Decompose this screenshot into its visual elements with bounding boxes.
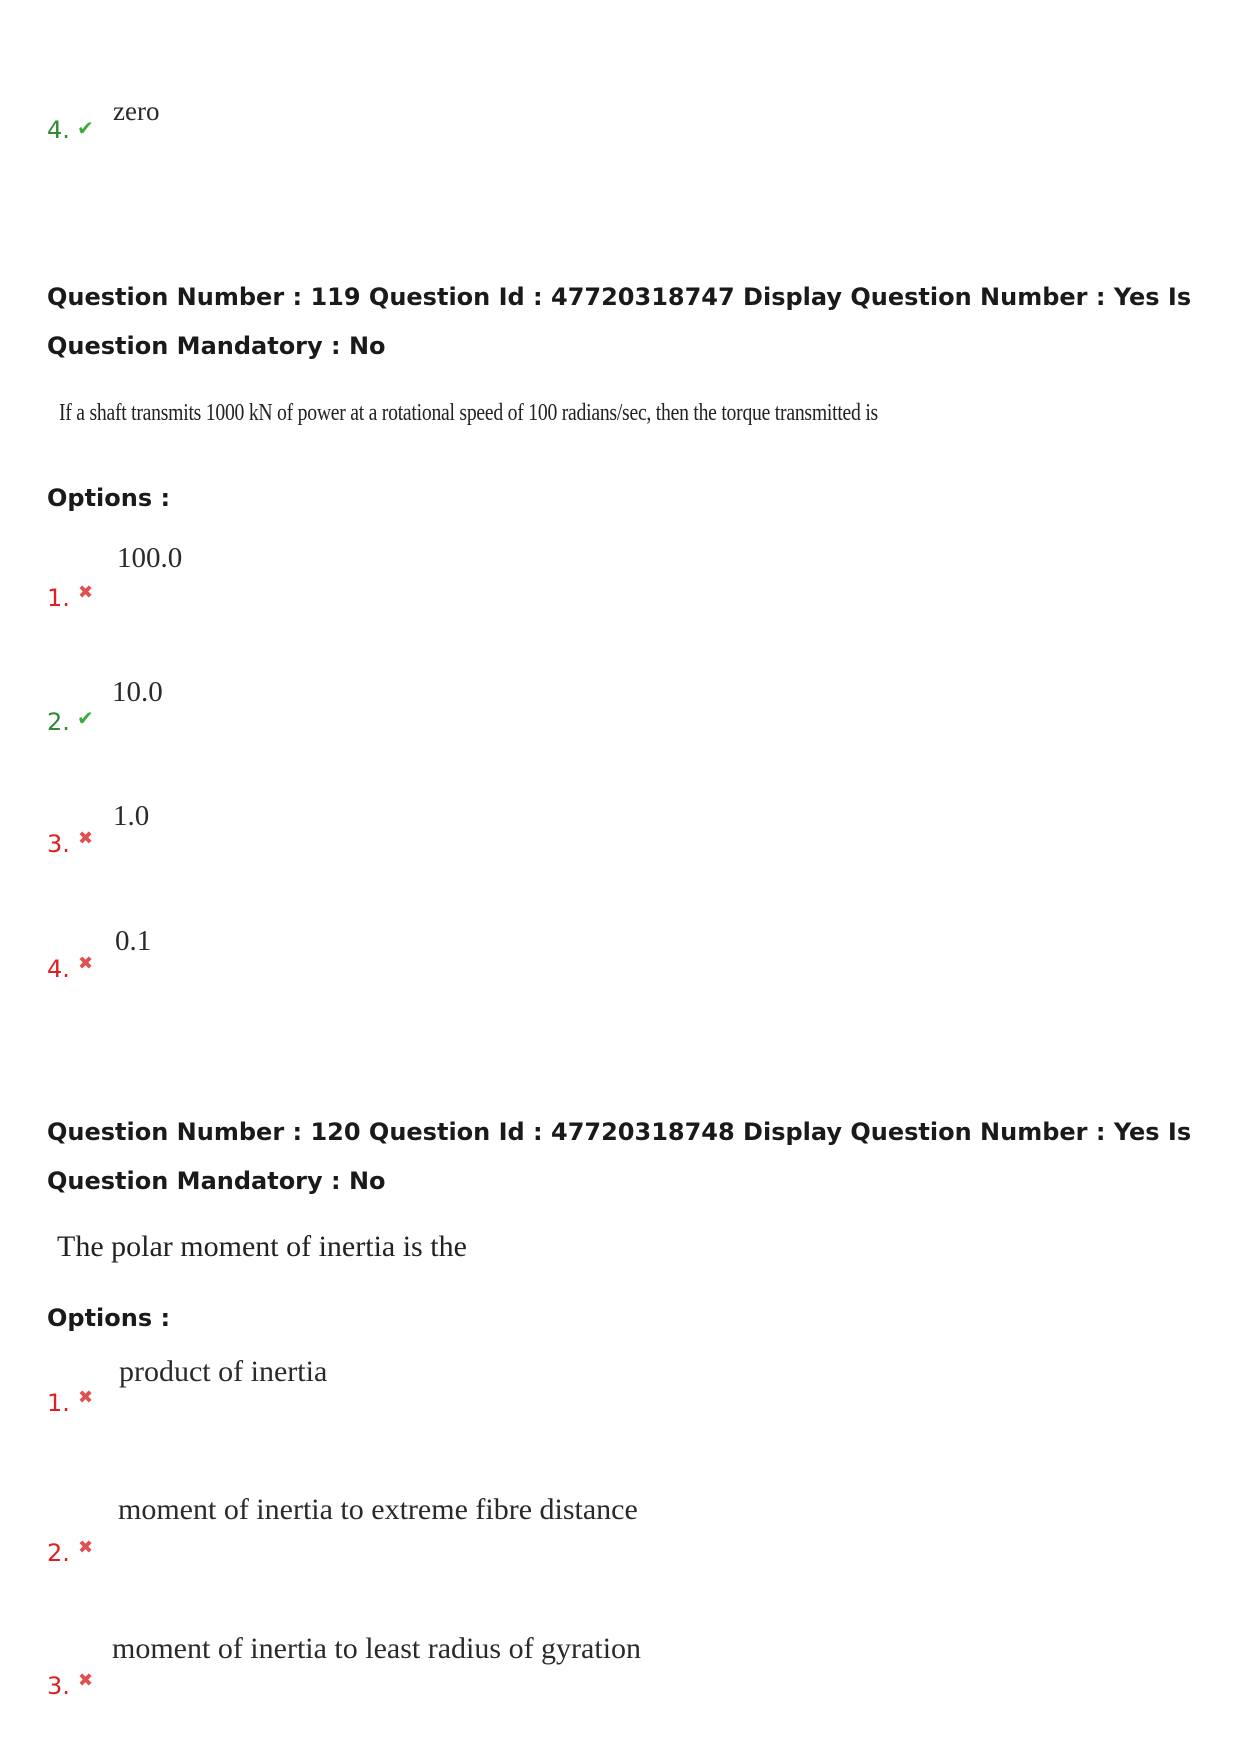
option-text: 10.0 [112, 676, 163, 708]
option-number: 3. [47, 830, 70, 858]
option-number: 1. [47, 1389, 70, 1417]
cross-icon: ✖ [78, 1670, 94, 1691]
check-icon: ✔ [77, 706, 94, 730]
question-119-text: If a shaft transmits 1000 kN of power at a rotational speed of 100 radians/sec, then the torque transmitted is [59, 400, 878, 426]
cross-icon: ✖ [78, 828, 94, 849]
option-text: 1.0 [113, 800, 150, 832]
check-icon: ✔ [77, 116, 94, 140]
option-text: moment of inertia to extreme fibre distance [118, 1493, 638, 1526]
option-text: moment of inertia to least radius of gyration [112, 1632, 642, 1665]
question-120-options-label: Options : [47, 1304, 171, 1332]
option-number: 4. [47, 955, 70, 983]
option-number: 1. [47, 584, 70, 612]
question-119-options-label: Options : [47, 484, 171, 512]
cross-icon: ✖ [78, 1387, 94, 1408]
question-120-text: The polar moment of inertia is the [57, 1230, 467, 1263]
cross-icon: ✖ [78, 582, 94, 603]
question-119-heading: Question Number : 119 Question Id : 47720318747 Display Question Number : Yes Is Question Mandatory : No [47, 283, 1192, 360]
option-text: 0.1 [115, 925, 152, 957]
option-number: 4. [47, 116, 70, 144]
option-number: 2. [47, 708, 70, 736]
option-text: product of inertia [119, 1355, 328, 1388]
option-text: zero [113, 96, 160, 126]
option-text: 100.0 [117, 542, 183, 574]
cross-icon: ✖ [78, 1537, 94, 1558]
cross-icon: ✖ [78, 953, 94, 974]
option-number: 3. [47, 1672, 70, 1700]
option-number: 2. [47, 1539, 70, 1567]
question-120-heading: Question Number : 120 Question Id : 47720318748 Display Question Number : Yes Is Question Mandatory : No [47, 1118, 1192, 1195]
